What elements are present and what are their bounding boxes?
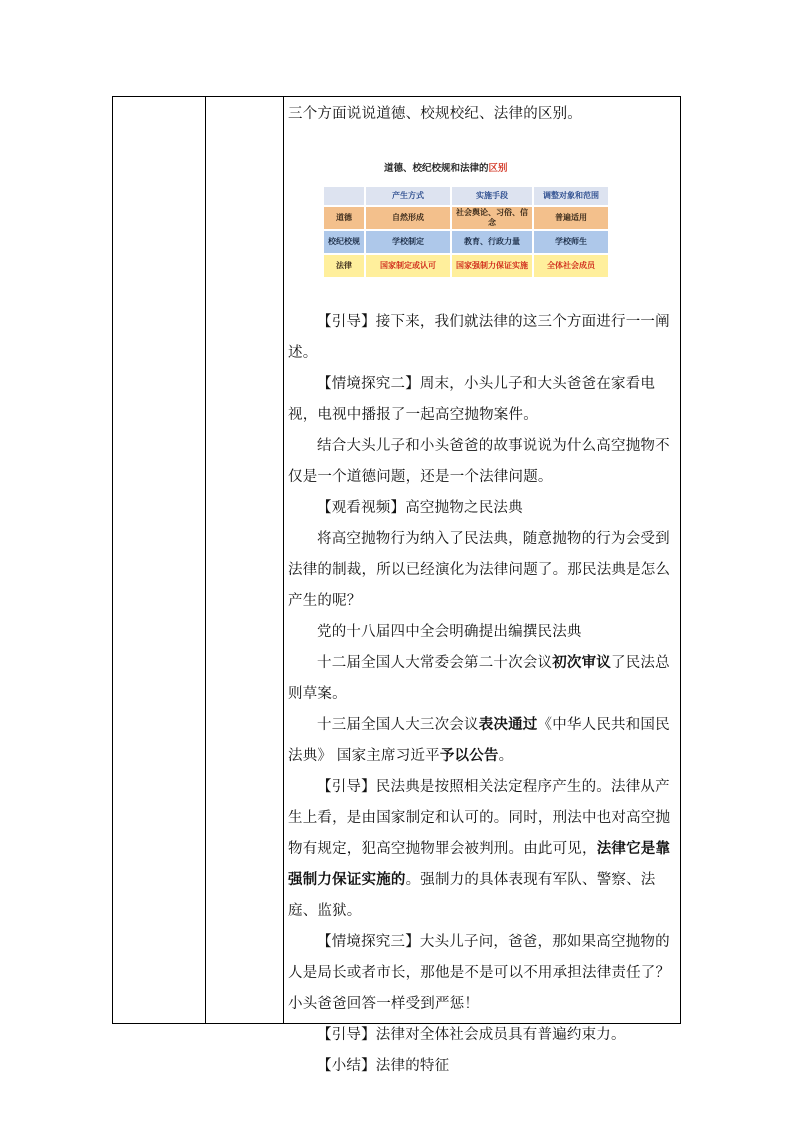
paragraph: 将高空抛物行为纳入了民法典，随意抛物的行为会受到法律的制裁，所以已经演化为法律问题了。那民法典是怎么产生的呢？ — [288, 531, 671, 609]
lesson-body — [288, 307, 678, 1082]
row-label: 道德 — [324, 207, 364, 229]
table-cell: 国家制定或认可 — [366, 255, 450, 277]
header-cell: 调整对象和范围 — [534, 187, 608, 205]
paragraph: 【小结】法律的特征 — [317, 1058, 450, 1074]
comparison-figure — [322, 185, 610, 279]
paragraph: 【引导】接下来，我们就法律的这三个方面进行一一阐述。 — [288, 314, 670, 361]
column-divider — [283, 97, 284, 1023]
header-cell: 实施手段 — [452, 187, 532, 205]
paragraph: 【引导】法律对全体社会成员具有普遍约束力。 — [317, 1027, 626, 1043]
paragraph: 十二届全国人大常委会第二十次会议初次审议了民法总则草案。 — [288, 655, 670, 702]
paragraph: 党的十八届四中全会明确提出编撰民法典 — [317, 624, 582, 640]
table-cell: 国家强制力保证实施 — [452, 255, 532, 277]
table-cell: 自然形成 — [366, 207, 450, 229]
paragraph: 【观看视频】高空抛物之民法典 — [317, 500, 523, 516]
content-cell — [288, 96, 678, 130]
column-divider — [205, 97, 206, 1023]
header-cell — [324, 187, 364, 205]
paragraph: 结合大头儿子和小头爸爸的故事说说为什么高空抛物不仅是一个道德问题，还是一个法律问题。 — [288, 438, 670, 485]
table-cell: 教育、行政力量 — [452, 231, 532, 253]
paragraph: 【引导】民法典是按照相关法定程序产生的。法律从产生上看，是由国家制定和认可的。同时，刑法中也对高空抛物有规定，犯高空抛物罪会被判刑。由此可见，法律它是靠强制力保证实施的。强制力的具体表现有军队、警察、法庭、监狱。 — [288, 779, 671, 919]
row-label: 校纪校规 — [324, 231, 364, 253]
row-label: 法律 — [324, 255, 364, 277]
table-cell: 学校制定 — [366, 231, 450, 253]
table-cell: 学校师生 — [534, 231, 608, 253]
table-cell: 社会舆论、习俗、信念 — [452, 207, 532, 229]
paragraph: 【情境探究三】大头儿子问，爸爸，那如果高空抛物的人是局长或者市长，那他是不是可以不用承担法律责任了？小头爸爸回答一样受到严惩！ — [288, 934, 671, 1012]
table-cell: 普遍适用 — [534, 207, 608, 229]
paragraph: 【情境探究二】周末，小头儿子和大头爸爸在家看电视，电视中播报了一起高空抛物案件。 — [288, 376, 656, 423]
figure-title: 道德、校纪校规和法律的区别 — [384, 163, 508, 174]
header-cell: 产生方式 — [366, 187, 450, 205]
intro-line: 三个方面说说道德、校规校纪、法律的区别。 — [288, 106, 582, 122]
paragraph: 十三届全国人大三次会议表决通过《中华人民共和国民法典》 国家主席习近平予以公告。 — [288, 717, 670, 764]
table-cell: 全体社会成员 — [534, 255, 608, 277]
